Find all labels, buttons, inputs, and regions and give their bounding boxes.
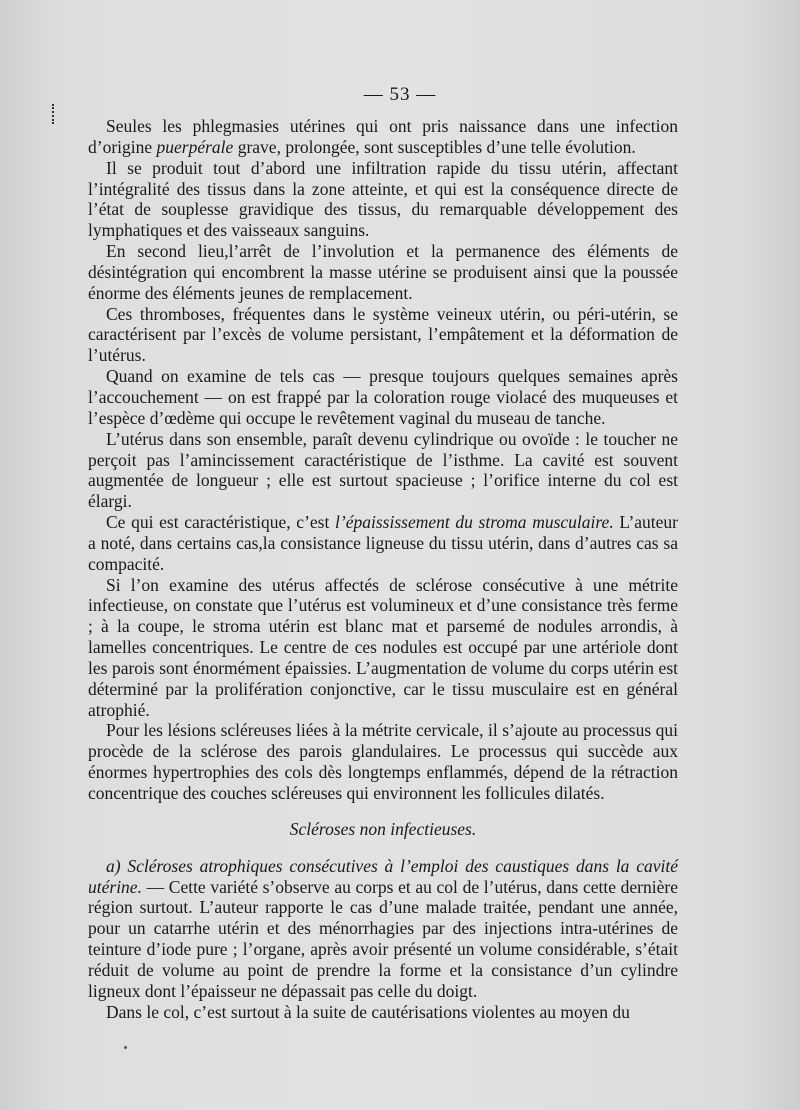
speck <box>124 1046 127 1049</box>
paragraph-6: L’utérus dans son ensemble, paraît devenu cylindrique ou ovoïde : le toucher ne perçoit pas l’amincissement caractéristique de l’isthme. La cavité est souvent augmentée de longueur ; elle est surtout spacieuse ; l’orifice interne du col est élargi. <box>88 428 678 512</box>
paragraph-4: Ces thromboses, fréquentes dans le système veineux utérin, ou péri-utérin, se caractérisent par l’excès de volume persistant, l’empâtement et la déformation de l’utérus. <box>88 303 678 366</box>
paragraph-11: Dans le col, c’est surtout à la suite de cautérisations violentes au moyen du <box>106 1001 630 1022</box>
paragraph-9: Pour les lésions scléreuses liées à la métrite cervicale, il s’ajoute au processus qui procède de la sclérose des parois glandulaires. Le processus qui succède aux énormes hypertrophies des cols dès longtemps enflammés, dépend de la rétraction concentrique des couches scléreuses qui environnent les follicules dilatés. <box>88 720 678 803</box>
paragraph-5: Quand on examine de tels cas — presque toujours quelques semaines après l’accouchement — on est frappé par la coloration rouge violacé des muqueuses et l’espèce d’œdème qui occupe le revêtement vaginal du museau de tanche. <box>88 366 678 428</box>
paragraph-7: Ce qui est caractéristique, c’est l’épaississement du stroma musculaire. L’auteur a noté, dans certains cas,la consistance ligneuse du tissu utérin, dans d’autres cas sa compacité. <box>88 512 679 574</box>
body-text <box>88 116 678 1022</box>
paragraph-2: Il se produit tout d’abord une infiltration rapide du tissu utérin, affectant l’intégralité des tissus dans la zone atteinte, et qui est la conséquence directe de l’état de souplesse gravidique des tissus, du remarquable développement des lymphatiques et des vaisseaux sanguins. <box>88 157 678 241</box>
paragraph-8: Si l’on examine des utérus affectés de sclérose consécutive à une métrite infectieuse, on constate que l’utérus est volumineux et d’une consistance très ferme ; à la coupe, le stroma utérin est blanc mat et parsemé de nodules arrondis, à lamelles concentriques. Le centre de ces nodules est occupé par une artériole dont les parois sont énormément épaissies. L’augmentation de volume du corps utérin est déterminé par la prolifération conjonctive, car le tissu musculaire est en général atrophié. <box>88 574 678 720</box>
page-number: — 53 — <box>363 84 437 105</box>
paragraph-10: a) Scléroses atrophiques consécutives à l’emploi des caustiques dans la cavité utérine. — Cette variété s’observe au corps et au col de l’utérus, dans cette dernière région surtout. L’auteur rapporte le cas d’une malade traitée, pendant une année, pour un catarrhe utérin et des ménorrhagies par des injections intra-utérines de teinture d’iode pure ; l’organe, après avoir présenté un volume considérable, s’était réduit de volume au point de prendre la forme et la consistance d’un cylindre ligneux dont l’épaisseur ne dépassait pas celle du doigt. <box>88 855 678 1001</box>
paragraph-1: Seules les phlegmasies utérines qui ont pris naissance dans une infection d’origine puerpérale grave, prolongée, sont susceptibles d’une telle évolution. <box>88 116 678 157</box>
paragraph-3: En second lieu,l’arrêt de l’involution et la permanence des éléments de désintégration qui encombrent la masse utérine se produisent ainsi que la poussée énorme des éléments jeunes de remplacement. <box>88 241 678 303</box>
margin-mark <box>52 104 57 124</box>
section-heading: Scléroses non infectieuses. <box>289 818 477 839</box>
